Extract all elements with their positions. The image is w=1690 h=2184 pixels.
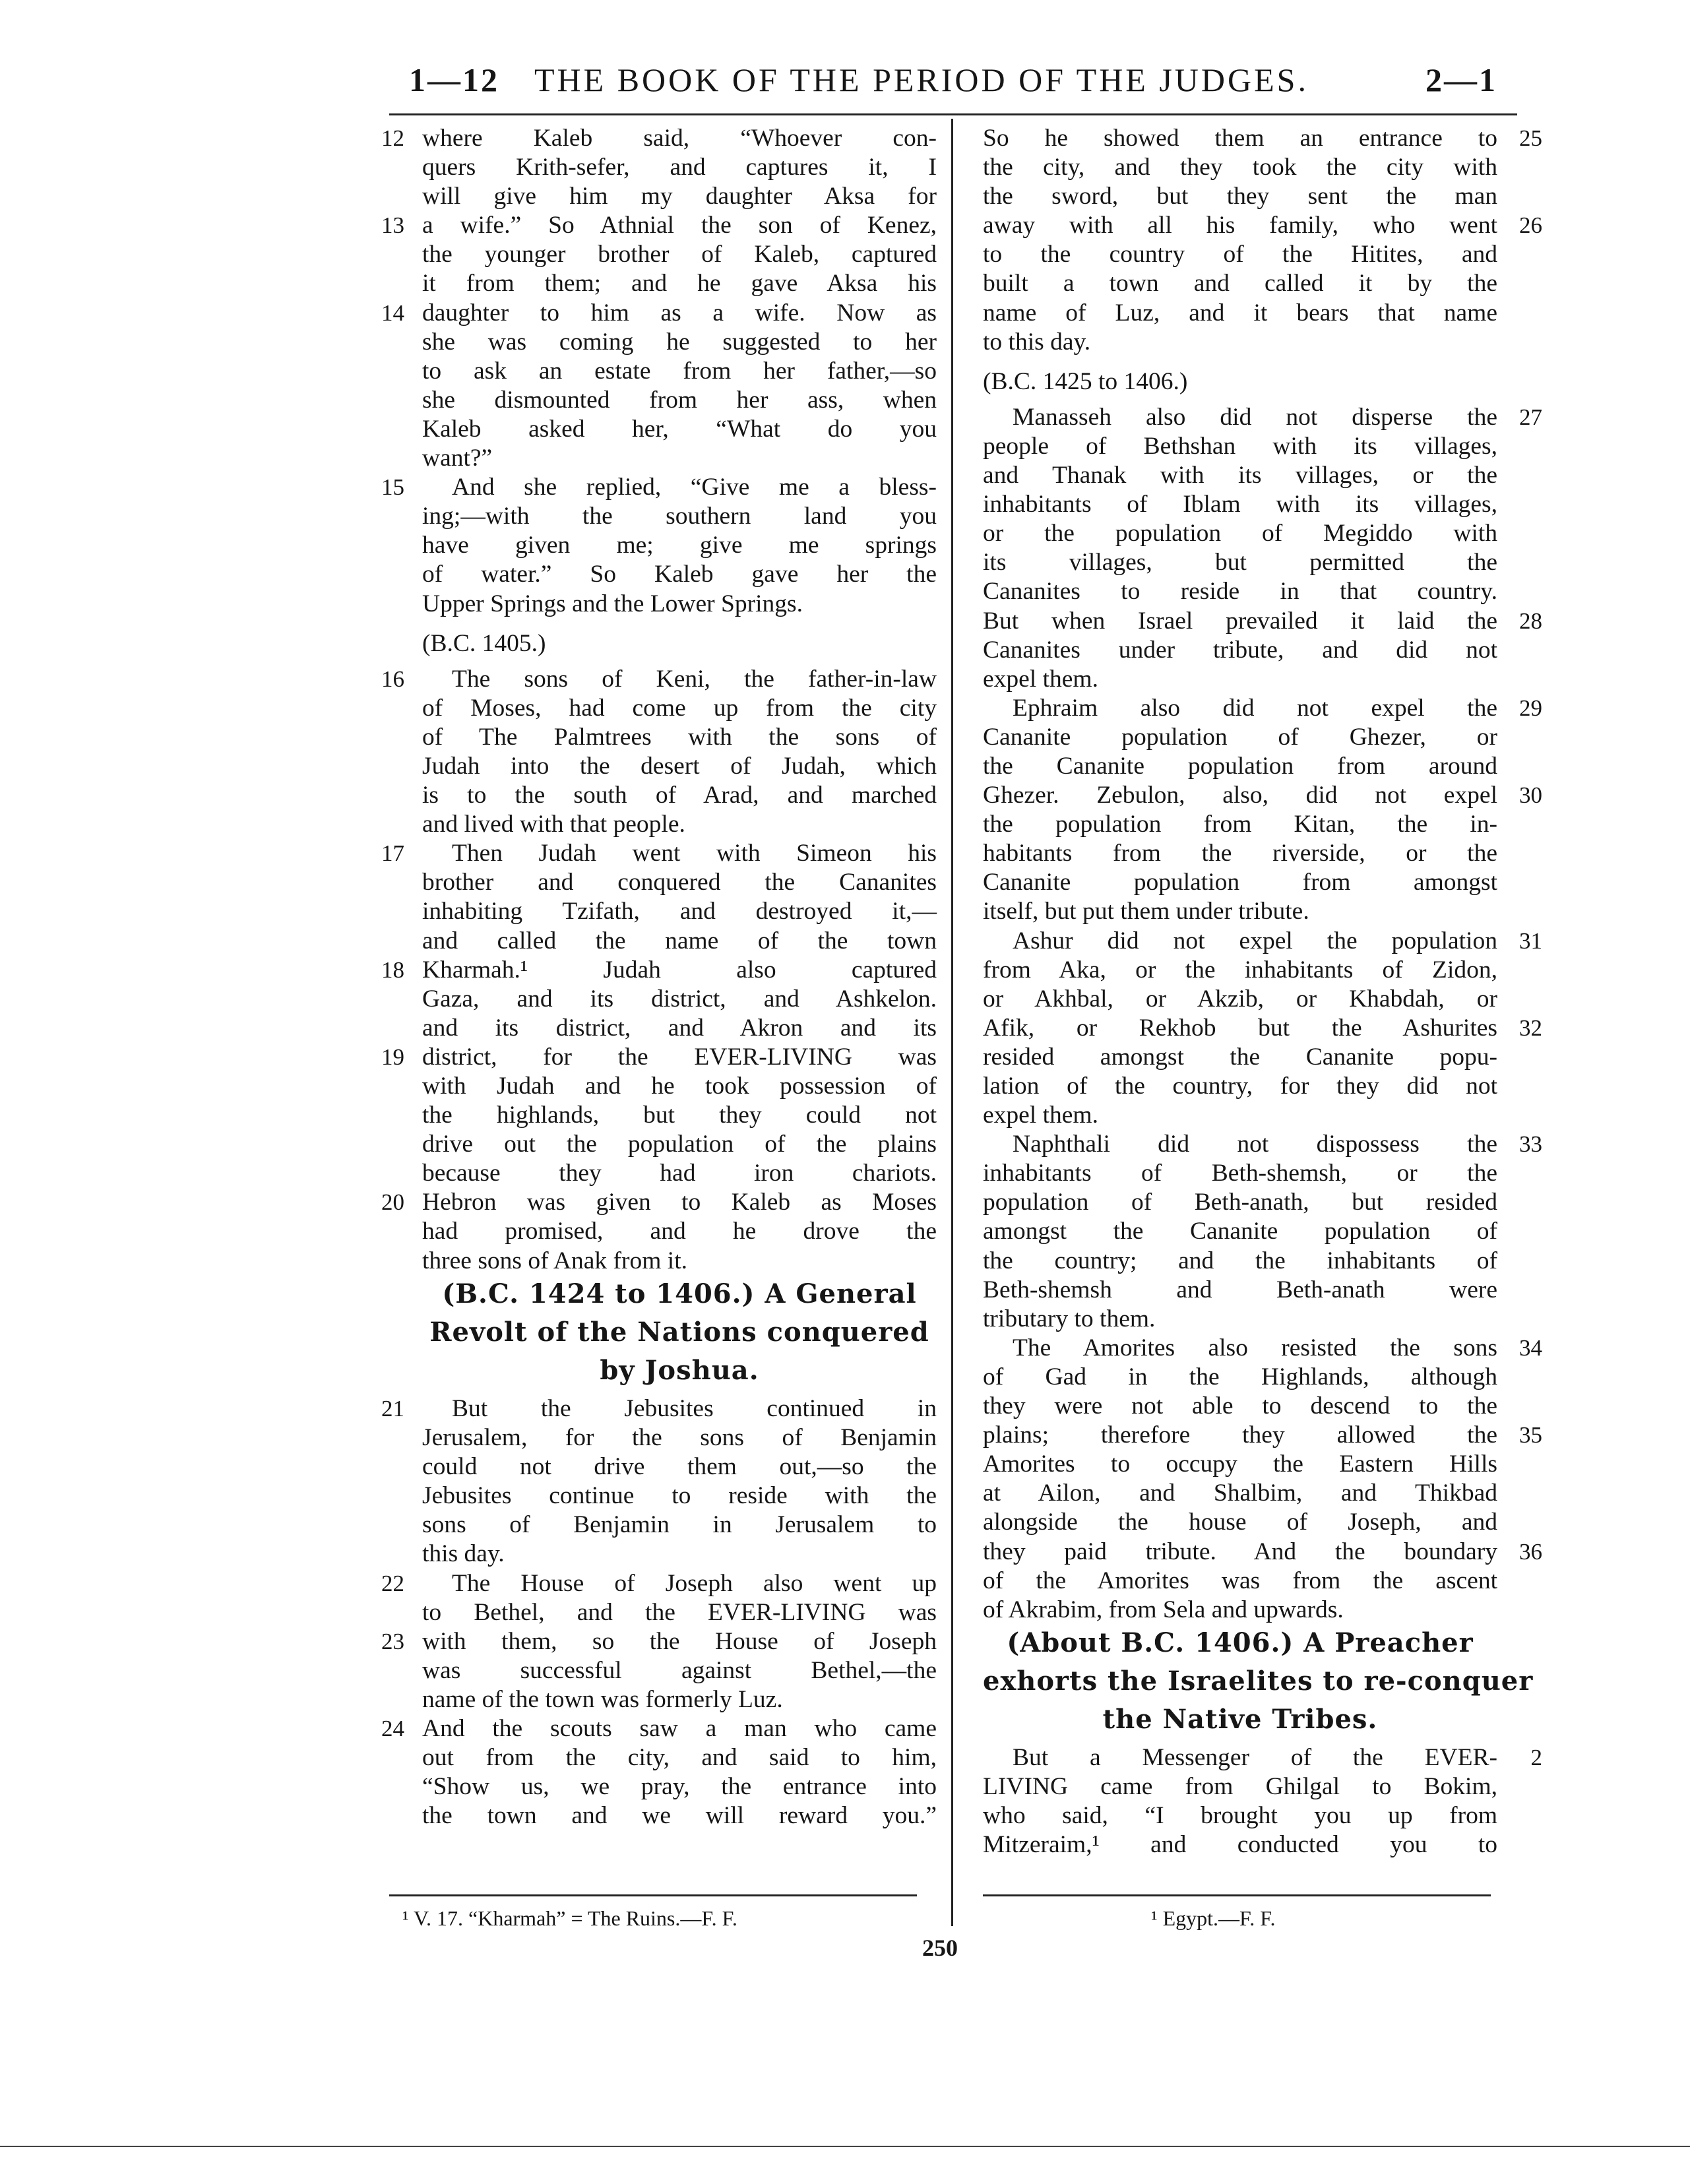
line-text: this day. (422, 1540, 505, 1568)
line-text: tributary to them. (983, 1305, 1156, 1332)
line-text: of the Amorites was from the ascent (983, 1567, 1497, 1594)
text-line (422, 1423, 937, 1452)
line-text: Cananites under tribute, and did not (983, 636, 1497, 664)
footnote-right: ¹ Egypt.—F. F. (1151, 1906, 1276, 1930)
text-line (983, 211, 1542, 240)
text-line (422, 1072, 937, 1101)
text-line (983, 1392, 1497, 1421)
line-text: (B.C. 1405.) (422, 629, 546, 657)
line-text: And she replied, “Give me a bless- (452, 474, 937, 501)
line-text: or the population of Megiddo with (983, 520, 1497, 547)
text-line (983, 1421, 1542, 1450)
line-text: (About B.C. 1406.) A Preacher (1007, 1627, 1474, 1658)
line-text: Gaza, and its district, and Ashkelon. (422, 985, 937, 1013)
line-text: they paid tribute. And the boundary (983, 1538, 1497, 1565)
text-line (983, 1305, 1497, 1334)
text-line (983, 328, 1497, 357)
line-text: LIVING came from Ghilgal to Bokim, (983, 1773, 1497, 1801)
text-line (983, 1159, 1497, 1188)
line-text: a wife.” So Athnial the son of Kenez, (422, 212, 937, 239)
text-line (983, 403, 1542, 432)
text-line (983, 461, 1497, 490)
text-line (983, 810, 1497, 839)
text-line (381, 1394, 937, 1423)
line-text: But when Israel prevailed it laid the (983, 607, 1497, 635)
text-line (983, 1567, 1497, 1596)
line-text: (B.C. 1424 to 1406.) A General (442, 1278, 917, 1309)
footnote-left: ¹ V. 17. “Kharmah” = The Ruins.—F. F. (402, 1906, 737, 1930)
left-column (381, 124, 937, 1830)
text-line (381, 124, 937, 153)
text-line (983, 1276, 1497, 1305)
line-text: to ask an estate from her father,—so (422, 357, 937, 385)
text-line (422, 810, 937, 839)
text-line (983, 1596, 1497, 1625)
text-line (983, 1479, 1497, 1508)
verse-number: 15 (381, 474, 404, 501)
line-text: quers Krith-sefer, and captures it, I (422, 154, 937, 181)
text-line (983, 1188, 1497, 1217)
line-text: population of Beth-anath, but resided (983, 1189, 1497, 1216)
text-line (983, 548, 1497, 577)
verse-number: 17 (381, 840, 404, 867)
line-text: to the country of the Hitites, and (983, 241, 1497, 268)
verse-number: 12 (381, 125, 404, 151)
line-text: three sons of Anak from it. (422, 1247, 688, 1274)
line-text: Revolt of the Nations conquered (429, 1316, 929, 1348)
text-line (422, 531, 937, 560)
line-text: want?” (422, 445, 493, 472)
text-line (983, 1450, 1497, 1479)
running-header (396, 61, 1511, 107)
line-text: name of Luz, and it bears that name (983, 299, 1497, 327)
line-text: had promised, and he drove the (422, 1218, 937, 1245)
text-line (983, 1072, 1497, 1101)
line-text: Ephraim also did not expel the (1013, 694, 1497, 722)
verse-number: 18 (381, 956, 404, 983)
text-line (983, 153, 1497, 182)
line-text: the Native Tribes. (1102, 1703, 1378, 1735)
text-line (983, 299, 1497, 328)
verse-number: 36 (1519, 1538, 1542, 1565)
line-text: Then Judah went with Simeon his (452, 840, 937, 867)
line-text: to Bethel, and the EVER-LIVING was (422, 1598, 937, 1626)
line-text: people of Bethshan with its villages, (983, 432, 1497, 460)
line-text: will give him my daughter Aksa for (422, 183, 937, 210)
line-text: exhorts the Israelites to re-conquer (983, 1665, 1534, 1697)
text-line (983, 519, 1497, 548)
text-line (983, 1508, 1497, 1537)
text-line (983, 839, 1497, 868)
text-line (381, 1714, 937, 1743)
line-text: of water.” So Kaleb gave her the (422, 561, 937, 588)
text-line (983, 1772, 1497, 1801)
text-line (381, 299, 937, 328)
line-text: the town and we will reward you.” (422, 1802, 937, 1830)
line-text: she dismounted from her ass, when (422, 386, 937, 414)
line-text: (B.C. 1425 to 1406.) (983, 367, 1188, 395)
text-line (422, 1598, 937, 1627)
text-line (983, 897, 1497, 926)
line-text: But the Jebusites continued in (452, 1394, 937, 1422)
text-line (422, 723, 937, 752)
line-text: brother and conquered the Cananites (422, 869, 937, 896)
line-text: habitants from the riverside, or the (983, 840, 1497, 867)
line-text: But a Messenger of the EVER- (1013, 1744, 1497, 1772)
line-text: Amorites to occupy the Eastern Hills (983, 1451, 1497, 1478)
text-line (422, 182, 937, 211)
line-text: Naphthali did not dispossess the (1013, 1131, 1497, 1158)
text-line (422, 1247, 937, 1276)
section-heading-line (983, 1705, 1497, 1734)
line-text: Ghezer. Zebulon, also, did not expel (983, 782, 1497, 809)
line-text: because they had iron chariots. (422, 1160, 937, 1187)
line-text: itself, but put them under tribute. (983, 898, 1309, 925)
line-text: ing;—with the southern land you (422, 503, 937, 530)
text-line (422, 752, 937, 781)
line-text: Kharmah.¹ Judah also captured (422, 956, 937, 983)
line-text: the population from Kitan, the in- (983, 811, 1497, 838)
text-line (983, 868, 1497, 897)
verse-number: 26 (1519, 212, 1542, 239)
text-line (983, 1101, 1497, 1130)
footnote-rule-left (389, 1894, 917, 1896)
line-text: of Gad in the Highlands, although (983, 1363, 1497, 1390)
text-line (983, 490, 1497, 519)
column-divider (951, 119, 953, 1926)
text-line (422, 415, 937, 444)
verse-number: 28 (1519, 608, 1542, 634)
text-line (422, 357, 937, 386)
line-text: was successful against Bethel,—the (422, 1656, 937, 1684)
line-text: plains; therefore they allowed the (983, 1421, 1497, 1449)
line-text: they were not able to descend to the (983, 1392, 1497, 1420)
text-line (983, 1538, 1542, 1567)
text-line (422, 868, 937, 897)
line-text: expel them. (983, 1102, 1098, 1129)
line-text: And the scouts saw a man who came (422, 1714, 937, 1742)
line-text: it from them; and he gave Aksa his (422, 270, 937, 297)
header-title: THE BOOK OF THE PERIOD OF THE JUDGES. (534, 61, 1309, 98)
line-text: where Kaleb said, “Whoever con- (422, 125, 937, 152)
text-line (983, 124, 1542, 153)
footnote-rule-right (983, 1894, 1491, 1896)
line-text: the country; and the inhabitants of (983, 1247, 1497, 1274)
verse-number: 16 (381, 666, 404, 692)
line-text: could not drive them out,—so the (422, 1453, 937, 1481)
text-line (381, 839, 937, 868)
line-text: name of the town was formerly Luz. (422, 1685, 783, 1713)
text-line (983, 752, 1497, 781)
text-line (422, 1656, 937, 1685)
line-text: by Joshua. (600, 1354, 759, 1386)
header-chapter-start: 1—12 (409, 61, 499, 98)
line-text: sons of Benjamin in Jerusalem to (422, 1511, 937, 1539)
verse-number: 27 (1519, 404, 1542, 430)
text-line (422, 1482, 937, 1511)
line-text: Manasseh also did not disperse the (1013, 403, 1497, 431)
line-text: Cananite population of Ghezer, or (983, 723, 1497, 751)
verse-number: 19 (381, 1044, 404, 1070)
line-text: inhabitants of Iblam with its villages, (983, 491, 1497, 518)
text-line (983, 694, 1542, 723)
text-line (983, 927, 1542, 956)
line-text: Cananite population from amongst (983, 869, 1497, 896)
line-text: Upper Springs and the Lower Springs. (422, 590, 803, 617)
section-heading-line (422, 1356, 937, 1385)
verse-number: 30 (1519, 782, 1542, 809)
text-line (983, 1363, 1497, 1392)
text-line (422, 1772, 937, 1801)
text-line (422, 269, 937, 298)
line-text: inhabiting Tzifath, and destroyed it,— (422, 898, 937, 925)
verse-number: 13 (381, 212, 404, 239)
text-line (983, 636, 1497, 665)
text-line (422, 1130, 937, 1159)
text-line (422, 240, 937, 269)
line-text: from Aka, or the inhabitants of Zidon, (983, 956, 1497, 983)
line-text: The sons of Keni, the father-in-law (452, 665, 937, 693)
scan-edge-line (0, 2146, 1690, 2147)
header-rule (389, 113, 1517, 115)
text-line (422, 1217, 937, 1246)
text-line (983, 1334, 1542, 1363)
line-text: the Cananite population from around (983, 752, 1497, 780)
text-line (422, 1540, 937, 1569)
line-text: out from the city, and said to him, (422, 1744, 937, 1772)
text-line (381, 1569, 937, 1598)
line-text: “Show us, we pray, the entrance into (422, 1773, 937, 1801)
text-line (983, 1130, 1542, 1159)
text-line (983, 432, 1497, 461)
text-line (422, 1014, 937, 1043)
date-line (983, 367, 1497, 396)
line-text: built a town and called it by the (983, 270, 1497, 297)
text-line (422, 1743, 937, 1772)
text-line (422, 1452, 937, 1482)
text-line (983, 1247, 1497, 1276)
text-line (381, 211, 937, 240)
line-text: and Thanak with its villages, or the (983, 462, 1497, 489)
line-text: Cananites to reside in that country. (983, 578, 1497, 606)
text-line (381, 1043, 937, 1072)
line-text: Kaleb asked her, “What do you (422, 415, 937, 443)
right-column (983, 124, 1542, 1859)
text-line (422, 1511, 937, 1540)
text-line (381, 665, 937, 694)
line-text: drive out the population of the plains (422, 1131, 937, 1158)
text-line (983, 1014, 1542, 1043)
line-text: its villages, but permitted the (983, 549, 1497, 577)
text-line (983, 1043, 1497, 1072)
text-line (983, 665, 1497, 694)
line-text: Afik, or Rekhob but the Ashurites (983, 1014, 1497, 1042)
text-line (983, 607, 1542, 636)
line-text: inhabitants of Beth-shemsh, or the (983, 1160, 1497, 1187)
text-line (983, 269, 1497, 298)
line-text: is to the south of Arad, and marched (422, 782, 937, 809)
text-line (422, 1101, 937, 1130)
verse-number: 20 (381, 1189, 404, 1216)
text-line (983, 723, 1497, 752)
line-text: Jerusalem, for the sons of Benjamin (422, 1424, 937, 1452)
verse-number: 33 (1519, 1131, 1542, 1158)
text-line (983, 1830, 1497, 1859)
text-line (381, 473, 937, 502)
verse-number: 22 (381, 1570, 404, 1596)
verse-number: 25 (1519, 125, 1542, 151)
text-line (422, 590, 937, 619)
line-text: Ashur did not expel the population (1013, 927, 1497, 954)
section-heading-line (983, 1629, 1497, 1658)
line-text: daughter to him as a wife. Now as (422, 299, 937, 327)
text-line (983, 240, 1497, 269)
section-heading-line (983, 1665, 1534, 1697)
text-line (422, 1801, 937, 1830)
text-line (422, 694, 937, 723)
line-text: the sword, but they sent the man (983, 183, 1497, 210)
text-line (983, 577, 1497, 606)
verse-number: 29 (1519, 695, 1542, 721)
text-line (381, 1188, 937, 1217)
line-text: or Akhbal, or Akzib, or Khabdah, or (983, 985, 1497, 1013)
header-chapter-end: 2—1 (1425, 61, 1497, 98)
text-line (983, 956, 1497, 985)
section-heading-line (422, 1280, 937, 1309)
text-line (422, 502, 937, 531)
text-line (983, 1801, 1497, 1830)
verse-number: 2 (1530, 1745, 1542, 1771)
line-text: Judah into the desert of Judah, which (422, 752, 937, 780)
line-text: Jebusites continue to reside with the (422, 1482, 937, 1510)
section-heading-line (422, 1318, 937, 1347)
page-number: 250 (922, 1935, 958, 1961)
verse-number: 14 (381, 299, 404, 326)
text-line (422, 560, 937, 589)
verse-number: 23 (381, 1628, 404, 1654)
line-text: of Moses, had come up from the city (422, 694, 937, 722)
line-text: alongside the house of Joseph, and (983, 1509, 1497, 1536)
verse-number: 24 (381, 1715, 404, 1741)
text-line (422, 927, 937, 956)
line-text: and lived with that people. (422, 811, 685, 838)
text-line (983, 985, 1497, 1014)
line-text: The House of Joseph also went up (452, 1569, 937, 1597)
text-line (422, 1685, 937, 1714)
line-text: Mitzeraim,¹ and conducted you to (983, 1831, 1497, 1859)
line-text: to this day. (983, 328, 1091, 356)
line-text: the highlands, but they could not (422, 1102, 937, 1129)
text-line (983, 781, 1542, 810)
line-text: the younger brother of Kaleb, captured (422, 241, 937, 268)
text-line (422, 153, 937, 182)
line-text: away with all his family, who went (983, 212, 1497, 239)
line-text: with Judah and he took possession of (422, 1073, 937, 1100)
text-line (983, 1743, 1542, 1772)
text-line (381, 956, 937, 985)
line-text: and called the name of the town (422, 927, 937, 954)
line-text: she was coming he suggested to her (422, 328, 937, 356)
line-text: who said, “I brought you up from (983, 1802, 1497, 1830)
line-text: district, for the EVER-LIVING was (422, 1043, 937, 1071)
line-text: lation of the country, for they did not (983, 1073, 1497, 1100)
line-text: with them, so the House of Joseph (422, 1627, 937, 1655)
line-text: Hebron was given to Kaleb as Moses (422, 1189, 937, 1216)
line-text: expel them. (983, 665, 1098, 693)
text-line (381, 1627, 937, 1656)
text-line (983, 182, 1497, 211)
text-line (983, 1217, 1497, 1246)
line-text: of The Palmtrees with the sons of (422, 723, 937, 751)
line-text: and its district, and Akron and its (422, 1014, 937, 1042)
text-line (422, 1159, 937, 1188)
line-text: So he showed them an entrance to (983, 125, 1497, 152)
text-line (422, 328, 937, 357)
verse-number: 34 (1519, 1334, 1542, 1361)
verse-number: 31 (1519, 927, 1542, 954)
line-text: The Amorites also resisted the sons (1013, 1334, 1497, 1361)
line-text: amongst the Cananite population of (983, 1218, 1497, 1245)
verse-number: 32 (1519, 1014, 1542, 1041)
line-text: have given me; give me springs (422, 532, 937, 559)
text-line (422, 386, 937, 415)
verse-number: 21 (381, 1395, 404, 1421)
text-line (422, 781, 937, 810)
line-text: Beth-shemsh and Beth-anath were (983, 1276, 1497, 1303)
verse-number: 35 (1519, 1422, 1542, 1449)
text-line (422, 444, 937, 473)
line-text: of Akrabim, from Sela and upwards. (983, 1596, 1344, 1623)
line-text: resided amongst the Cananite popu- (983, 1043, 1497, 1071)
line-text: the city, and they took the city with (983, 154, 1497, 181)
text-line (422, 897, 937, 926)
date-line (422, 629, 937, 658)
line-text: at Ailon, and Shalbim, and Thikbad (983, 1480, 1497, 1507)
text-line (422, 985, 937, 1014)
